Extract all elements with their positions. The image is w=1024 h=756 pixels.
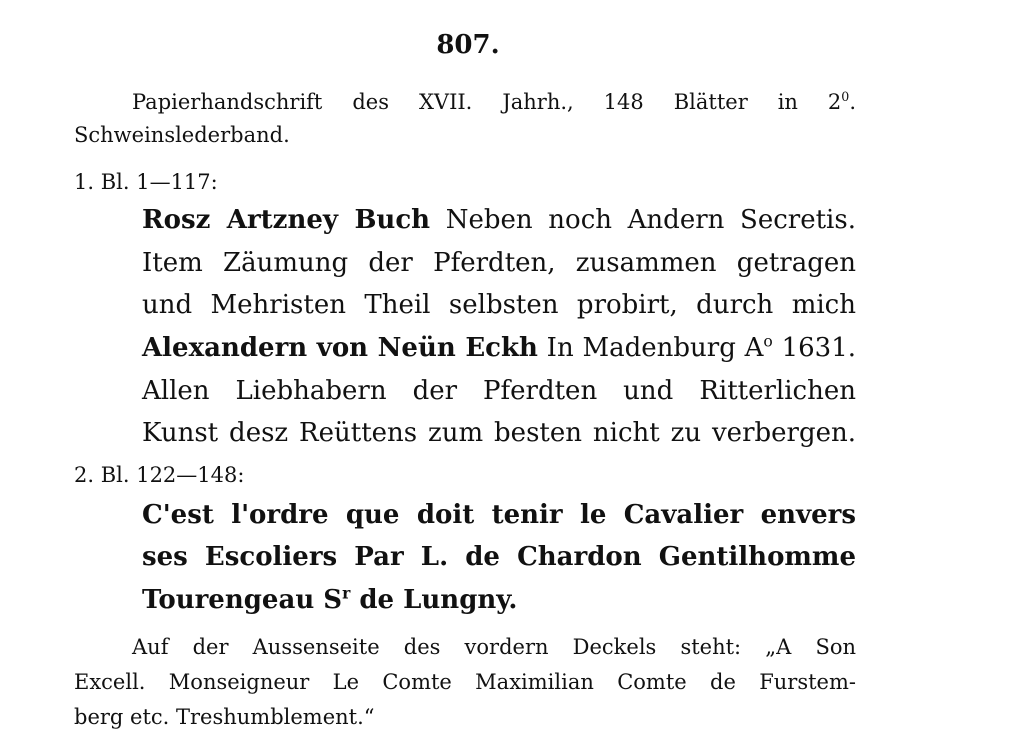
item-1-title-rest: Neben noch Andern Secretis. [430, 205, 856, 235]
item-1-author-bold: Alexandern von Neün Eckh [142, 333, 538, 363]
item-2-title-end: de Lungny. [350, 585, 518, 615]
page-number: 807. [436, 30, 500, 60]
item-1-title-bold: Rosz Artzney Buch [142, 205, 431, 235]
item-1-line-1 [142, 205, 856, 235]
item-1-line-5: Allen Liebhabern der Pferdten und Ritterlichen [142, 376, 856, 406]
item-1-line-3: und Mehristen Theil selbsten probirt, durch mich [142, 290, 856, 320]
description-line-1 [132, 90, 856, 114]
item-2-heading: 2. Bl. 122—148: [74, 463, 245, 487]
item-1-place: In Madenburg A [537, 333, 764, 363]
item-1-heading: 1. Bl. 1—117: [74, 170, 218, 194]
description-period: . [849, 90, 856, 114]
item-2-line-2: ses Escoliers Par L. de Chardon Gentilhomme [142, 542, 856, 572]
item-1-line-4 [142, 333, 856, 363]
description-text: Papierhandschrift des XVII. Jahrh., 148 Blätter in 2 [132, 90, 842, 114]
format-superscript: 0 [841, 89, 850, 104]
item-1-line-6: Kunst desz Reüttens zum besten nicht zu verbergen. [142, 418, 856, 448]
description-line-2: Schweinslederband. [74, 123, 290, 147]
sieur-superscript: r [342, 583, 351, 603]
note-line-3: berg etc. Treshumblement.“ [74, 705, 375, 729]
note-line-1: Auf der Aussenseite des vordern Deckels steht: „A Son [132, 635, 856, 659]
item-2-line-1: C'est l'ordre que doit tenir le Cavalier envers [142, 500, 856, 530]
item-1-line-2: Item Zäumung der Pferdten, zusammen getragen [142, 248, 856, 278]
note-line-2: Excell. Monseigneur Le Comte Maximilian Comte de Furstem- [74, 670, 856, 694]
item-2-line-3 [142, 585, 517, 615]
item-1-year: 1631. [772, 333, 857, 363]
anno-superscript: o [763, 332, 773, 351]
item-2-title-start: Tourengeau S [142, 585, 343, 615]
